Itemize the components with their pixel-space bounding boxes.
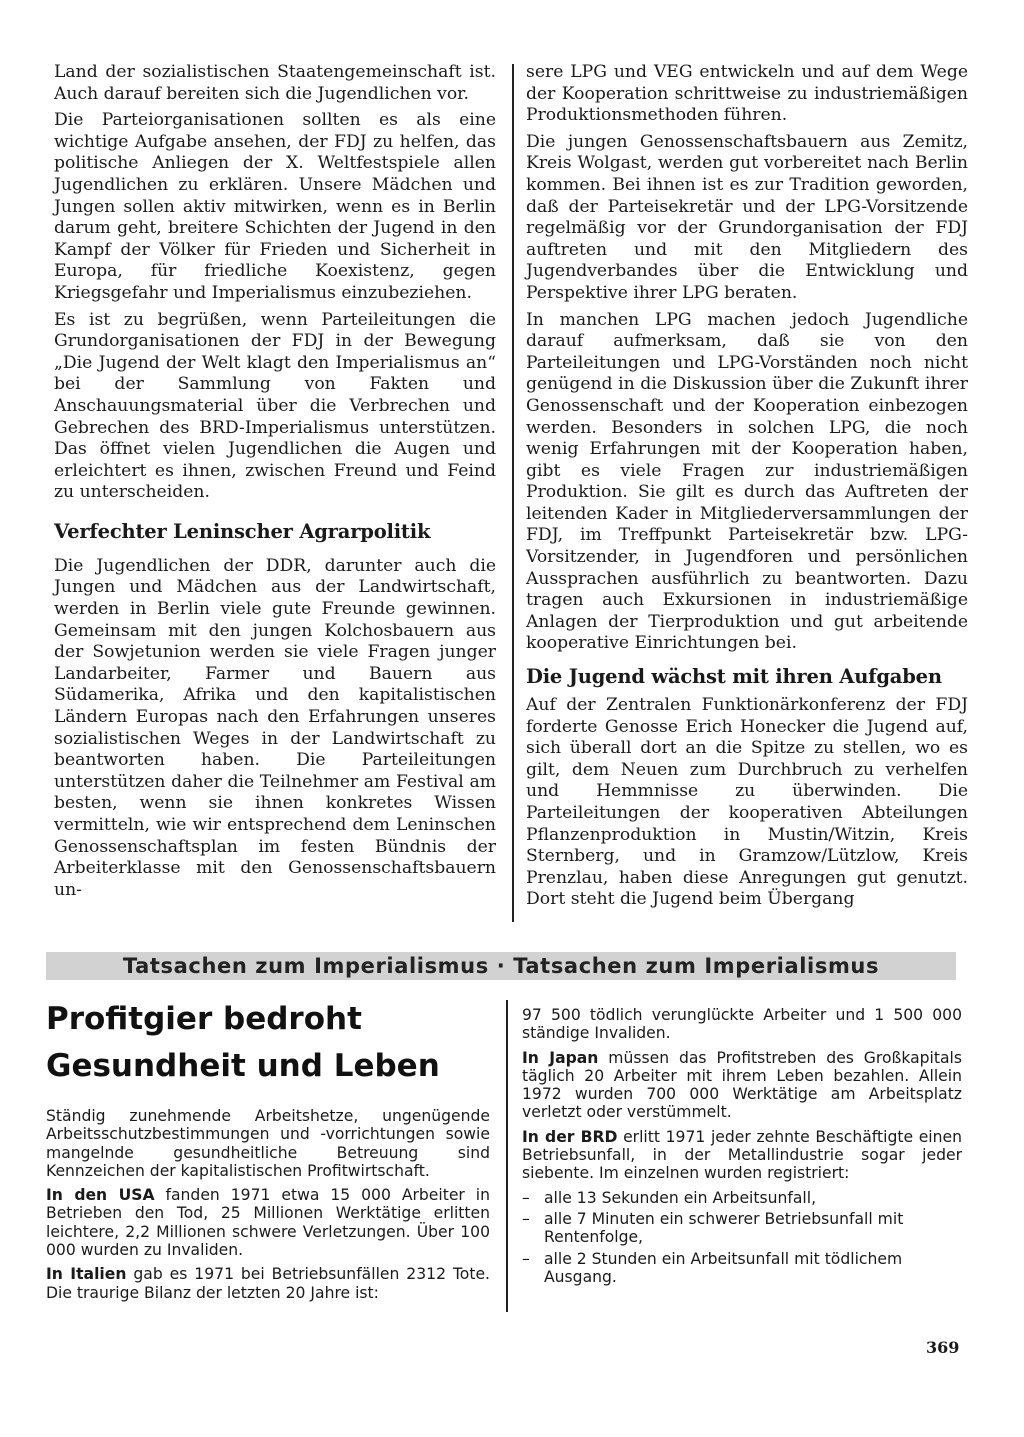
headline-line: Gesundheit und Leben: [46, 1048, 440, 1084]
section-heading: Die Jugend wächst mit ihren Aufgaben: [526, 665, 942, 689]
paragraph: Die jungen Genossenschaftsbauern aus Zemitz, Kreis Wolgast, werden gut vorbereitet nach Berlin kommen. Bei ihnen ist es zur Tradition geworden, daß der Parteisekretär und der LPG-Vorsitzende regelmäßig vor der Grundorganisation der FDJ auftreten und mit den Mitgliedern des Jugendverbandes über die Entwicklung und Perspektive ihrer LPG beraten.: [526, 131, 968, 303]
list-item: – alle 7 Minuten ein schwerer Betriebsunfall mit Rentenfolge,: [522, 1209, 904, 1247]
paragraph: Die Parteiorganisationen sollten es als eine wichtige Aufgabe ansehen, der FDJ zu helfen, das politische Anliegen der X. Weltfestspiele allen Jugendlichen zu erklären. Unsere Mädchen und Jungen sollen aktiv mitwirken, wenn es in Berlin darum geht, breitere Schichten der Jugend in den Kampf der Völker für Frieden und Sicherheit in Europa, für friedliche Koexistenz, gegen Kriegsgefahr und Imperialismus einzubeziehen.: [54, 110, 496, 303]
headline-line: Profitgier bedroht: [46, 1001, 362, 1037]
statistics-list: [522, 1189, 962, 1286]
paragraph: In manchen LPG machen jedoch Jugendliche darauf aufmerksam, daß sie von den Parteileitungen und LPG-Vorständen noch nicht genügend in die Diskussion über die Zukunft ihrer Genossenschaft und der Kooperation einbezogen werden. Besonders in solchen LPG, die noch wenig Erfahrungen mit der Kooperation haben, gibt es viele Fragen zur industriemäßigen Produktion. Sie gilt es durch das Auftreten der leitenden Kader in Mitgliederversammlungen der FDJ, im Treffpunkt Parteisekretär bzw. LPG-Vorsitzender, in Jugendforen und persönlichen Aussprachen ausführlich zu beantworten. Dazu tragen auch Exkursionen in industriemäßige Anlagen der Tierproduktion und gut arbeitende kooperative Einrichtungen bei.: [526, 309, 968, 654]
paragraph: Auf der Zentralen Funktionärkonferenz der FDJ forderte Genosse Erich Honecker die Jugend auf, sich überall dort an die Spitze zu stellen, wo es gilt, dem Neuen zum Durchbruch zu verhelfen und Hemmnisse zu überwinden. Die Parteileitungen der kooperativen Abteilungen Pflanzenproduktion in Mustin/Witzin, Kreis Sternberg, und in Gramzow/Lützlow, Kreis Prenzlau, haben diese Anregungen gut genutzt. Dort steht die Jugend beim Übergang: [526, 695, 968, 910]
article-headline: [46, 996, 486, 1090]
paragraph: Die Jugendlichen der DDR, darunter auch die Jungen und Mädchen aus der Landwirtschaft, werden in Berlin viele gute Freunde gewinnen. Gemeinsam mit den jungen Kolchosbauern aus der Sowjetunion werden sie viele Fragen junger Landarbeiter, Farmer und Bauern aus Südamerika, Afrika und den kapitalistischen Ländern Europas nach den Erfahrungen unseres sozialistischen Weges in der Landwirtschaft zu beantworten haben. Die Parteileitungen unterstützen daher die Teilnehmer am Festival am besten, wenn sie ihnen konkretes Wissen vermitteln, wie wir entsprechend dem Leninschen Genossenschaftsplan im festen Bündnis der Arbeiterklasse mit den Genossenschaftsbauern un-: [54, 555, 496, 900]
page-number: 369: [926, 1338, 960, 1357]
paragraph: In Italien gab es 1971 bei Betriebsunfällen 2312 Tote. Die traurige Bilanz der letzten 20 Jahre ist:: [46, 1265, 490, 1302]
country-label: In der BRD: [522, 1127, 618, 1146]
paragraph: Es ist zu begrüßen, wenn Parteileitungen die Grundorganisationen der FDJ in der Bewegung „Die Jugend der Welt klagt den Imperialismus an“ bei der Sammlung von Fakten und Anschauungsmaterial über die Verbrechen und Gebrechen des BRD-Imperialismus unterstützen. Das öffnet vielen Jugendlichen die Augen und erleichtert es ihnen, zwischen Freund und Feind zu unterscheiden.: [54, 309, 496, 503]
paragraph: 97 500 tödlich verunglückte Arbeiter und 1 500 000 ständige Invaliden.: [522, 1006, 962, 1043]
upper-right-column: [526, 62, 968, 916]
lower-right-column: [522, 1006, 962, 1289]
country-label: In Italien: [46, 1265, 127, 1284]
column-divider: [506, 1000, 508, 1312]
list-item: – alle 13 Sekunden ein Arbeitsunfall,: [522, 1188, 817, 1207]
section-heading: Verfechter Leninscher Agrarpolitik: [54, 519, 431, 543]
paragraph: In der BRD erlitt 1971 jeder zehnte Beschäftigte einen Betriebsunfall, in der Metallindustrie sogar jeder siebente. Im einzelnen wurden registriert:: [522, 1127, 962, 1183]
country-label: In Japan: [522, 1048, 599, 1067]
country-label: In den USA: [46, 1186, 155, 1205]
paragraph: sere LPG und VEG entwickeln und auf dem Wege der Kooperation schrittweise zu industriemäßigen Produktionsmethoden führen.: [526, 62, 968, 126]
column-divider: [512, 64, 514, 922]
paragraph: Land der sozialistischen Staatengemeinschaft ist. Auch darauf bereiten sich die Jugendlichen vor.: [54, 62, 496, 104]
paragraph: In Japan müssen das Profitstreben des Großkapitals täglich 20 Arbeiter mit ihrem Leben bezahlen. Allein 1972 wurden 700 000 Werktätige am Arbeitsplatz verletzt oder verstümmelt.: [522, 1048, 962, 1122]
lower-left-column: [46, 1107, 490, 1308]
upper-left-column: [54, 62, 496, 906]
section-banner: Tatsachen zum Imperialismus · Tatsachen zum Imperialismus: [46, 952, 956, 980]
intro-paragraph: Ständig zunehmende Arbeitshetze, ungenügende Arbeitsschutzbestimmungen und -vorrichtungen sowie mangelnde gesundheitliche Betreuung sind Kennzeichen der kapitalistischen Profitwirtschaft.: [46, 1107, 490, 1180]
list-item: – alle 2 Stunden ein Arbeitsunfall mit tödlichem Ausgang.: [522, 1249, 903, 1286]
paragraph: In den USA fanden 1971 etwa 15 000 Arbeiter in Betrieben den Tod, 25 Millionen Werktätige erlitten leichtere, 2,2 Millionen schwere Verletzungen. Über 100 000 wurden zu Invaliden.: [46, 1186, 490, 1260]
